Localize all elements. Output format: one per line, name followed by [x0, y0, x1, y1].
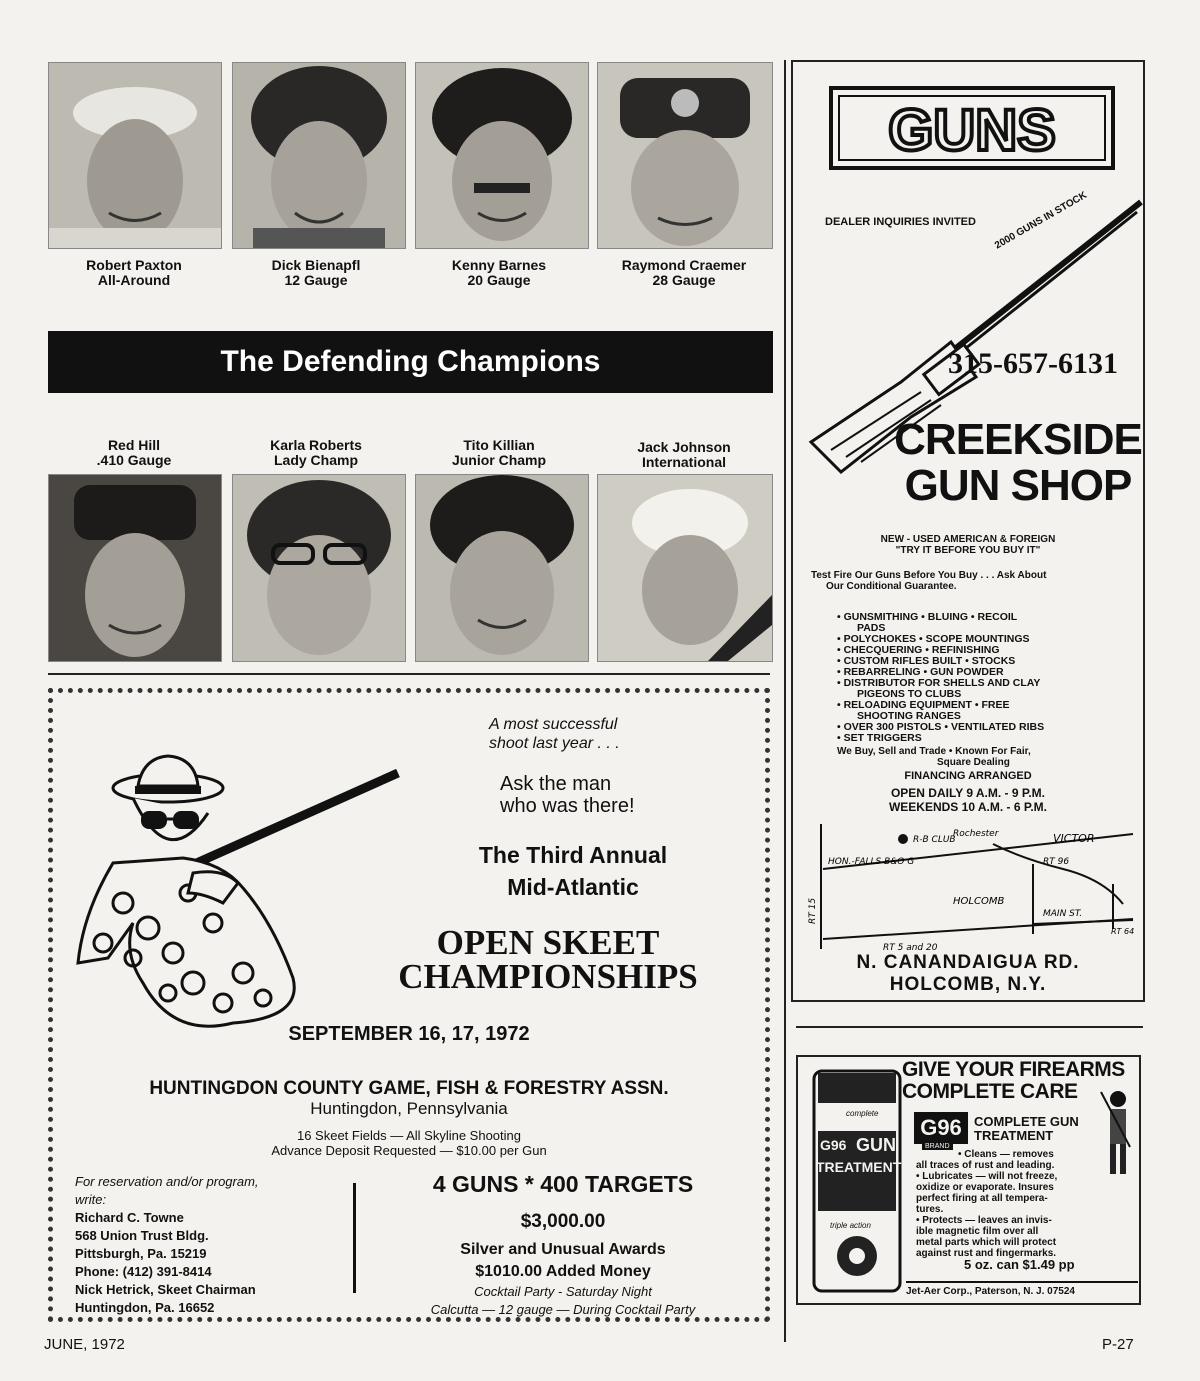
hours: OPEN DAILY 9 A.M. - 9 P.M. WEEKENDS 10 A.M. - 6 P.M.: [888, 786, 1048, 814]
contact-divider: [353, 1183, 356, 1293]
ask-the-man: Ask the man who was there!: [500, 773, 635, 817]
photo-tito-killian: [415, 474, 589, 662]
guns-sign-text: GUNS: [888, 98, 1056, 163]
photo-kenny-barnes: [415, 62, 589, 249]
can-top-label: complete: [846, 1109, 879, 1118]
section-divider: [48, 673, 770, 675]
g96-footer: Jet-Aer Corp., Paterson, N. J. 07524: [906, 1281, 1138, 1297]
can-word-treatment: TREATMENT: [816, 1159, 902, 1175]
creekside-gun-shop-ad: [791, 60, 1145, 1002]
test-fire: Test Fire Our Guns Before You Buy . . . Ask About Our Conditional Guarantee.: [811, 570, 1047, 592]
prize-block: 4 GUNS * 400 TARGETS $3,000.00 Silver and Unusual Awards $1010.00 Added Money Cocktail Party - Saturday Night Calcutta — 12 gauge — During Cocktail Party: [430, 1171, 696, 1317]
services-list: • GUNSMITHING • BLUING • RECOIL PADS • POLYCHOKES • SCOPE MOUNTINGS • CHECQUERING • REFINISHING • CUSTOM RIFLES BUILT • STOCKS • REBARRELING • GUN POWDER • DISTRIBUTOR FOR SHELLS AND CLAY PIGEONS TO CLUBS • RELOADING EQUIPMENT • FREE SHOOTING RANGES • OVER 300 PISTOLS • VENTILATED RIBS • SET TRIGGERS: [837, 611, 1045, 744]
photo-raymond-craemer: [597, 62, 773, 249]
svg-text:Rochester: Rochester: [953, 829, 999, 839]
tagline: A most successful shoot last year . . .: [489, 716, 620, 752]
svg-text:HOLCOMB: HOLCOMB: [953, 896, 1005, 907]
g96-logo: G96: [914, 1112, 968, 1144]
svg-text:RT 96: RT 96: [1043, 857, 1070, 867]
column-divider: [784, 60, 786, 1342]
can-word-gun: GUN: [856, 1135, 896, 1155]
third-annual: The Third Annual Mid-Atlantic: [478, 842, 668, 900]
caption-dick-bienapfl: Dick Bienapfl 12 Gauge: [271, 257, 361, 288]
shop-name: CREEKSIDE GUN SHOP: [894, 415, 1142, 510]
financing: FINANCING ARRANGED: [904, 770, 1032, 782]
svg-text:VICTOR: VICTOR: [1053, 832, 1095, 845]
photo-karla-roberts: [232, 474, 406, 662]
complete-gun-treatment: COMPLETE GUN TREATMENT: [974, 1114, 1079, 1143]
caption-tito-killian: Tito Killian Junior Champ: [451, 437, 547, 468]
caption-jack-johnson: Jack Johnson International: [637, 439, 731, 470]
caption-kenny-barnes: Kenny Barnes 20 Gauge: [451, 257, 547, 288]
skeet-fields: 16 Skeet Fields — All Skyline Shooting Advance Deposit Requested — $10.00 per Gun: [271, 1128, 547, 1158]
dealer-inquiries: DEALER INQUIRIES INVITED: [825, 216, 976, 228]
shooter-illustration: [73, 753, 403, 1043]
svg-text:RT 64: RT 64: [1111, 927, 1135, 936]
svg-text:MAIN ST.: MAIN ST.: [1043, 909, 1083, 919]
caption-red-hill: Red Hill .410 Gauge: [96, 437, 172, 468]
right-column-divider: [796, 1026, 1143, 1028]
shop-phone: 315-657-6131: [948, 347, 1118, 380]
defending-champions-banner: The Defending Champions: [48, 331, 773, 393]
caption-robert-paxton: Robert Paxton All-Around: [86, 257, 182, 288]
g96-gun-treatment-ad: [796, 1055, 1141, 1305]
event-date: SEPTEMBER 16, 17, 1972: [288, 1023, 530, 1045]
svg-text:RT 5 and 20: RT 5 and 20: [883, 943, 938, 953]
guns-sign: [827, 80, 1117, 176]
shop-tagline: NEW - USED AMERICAN & FOREIGN "TRY IT BEFORE YOU BUY IT": [880, 534, 1056, 556]
g96-can-illustration: [804, 1061, 910, 1297]
location-map: [803, 824, 1143, 954]
g96-price: 5 oz. can $1.49 pp: [964, 1257, 1075, 1272]
svg-text:RT 15: RT 15: [808, 897, 818, 924]
caption-raymond-craemer: Raymond Craemer 28 Gauge: [621, 257, 747, 288]
photo-red-hill: [48, 474, 222, 662]
association-name: HUNTINGDON COUNTY GAME, FISH & FORESTRY ASSN.: [149, 1078, 669, 1099]
contact-block: For reservation and/or program, write: Richard C. Towne 568 Union Trust Bldg. Pittsburgh, Pa. 15219 Phone: (412) 391-8414 Nick Hetrick, Skeet Chairman Huntingdon, Pa. 16652: [75, 1174, 259, 1315]
svg-text:HON.-FALLS B&O G: HON.-FALLS B&O G: [828, 857, 915, 867]
can-logo: G96: [820, 1137, 847, 1153]
photo-dick-bienapfl: [232, 62, 406, 249]
g96-brand: BRAND: [922, 1143, 953, 1150]
photo-jack-johnson: [597, 474, 773, 662]
can-small-label: triple action: [830, 1221, 871, 1230]
page-number: P-27: [1102, 1336, 1134, 1353]
skeet-championship-ad: [48, 688, 770, 1322]
caption-karla-roberts: Karla Roberts Lady Champ: [270, 437, 362, 468]
g96-body-copy: • Cleans — removes all traces of rust and leading. • Lubricates — will not freeze, oxidize or evaporate. Insures perfect firing at all tempera- tures. • Protects — leaves an invis- ible magnetic film over all metal parts which will protect against rust and fingermarks.: [916, 1149, 1058, 1259]
g96-headline: GIVE YOUR FIREARMS COMPLETE CARE: [902, 1058, 1125, 1103]
shop-address: N. CANANDAIGUA RD. HOLCOMB, N.Y.: [856, 952, 1080, 995]
buy-sell-trade: We Buy, Sell and Trade • Known For Fair, Square Dealing: [837, 746, 1031, 768]
issue-date: JUNE, 1972: [44, 1336, 125, 1353]
svg-text:R-B CLUB: R-B CLUB: [913, 835, 956, 845]
guns-in-stock: 2000 GUNS IN STOCK: [993, 189, 1089, 252]
open-skeet-title: OPEN SKEET CHAMPIONSHIPS: [398, 923, 698, 996]
association-location: Huntingdon, Pennsylvania: [310, 1099, 508, 1118]
photo-robert-paxton: [48, 62, 222, 249]
